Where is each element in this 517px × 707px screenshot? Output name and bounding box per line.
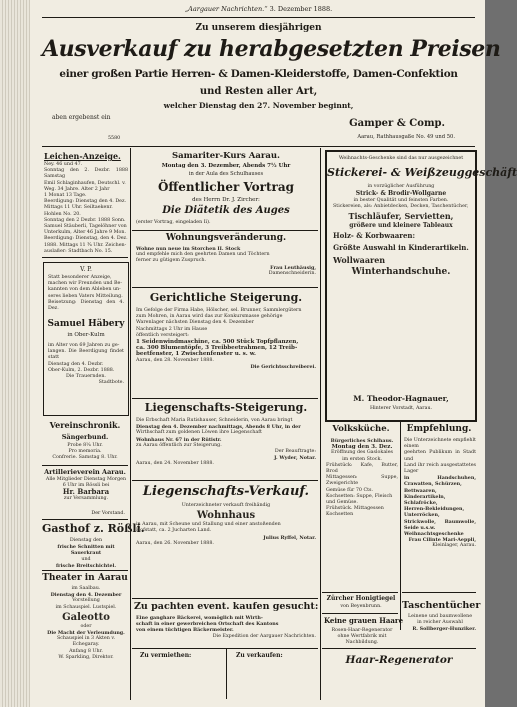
samariter-title: Samariter-Kurs Aarau. bbox=[171, 151, 281, 161]
column-divider-1 bbox=[130, 148, 131, 700]
column-divider-2 bbox=[320, 148, 321, 700]
vp-line: Statt besonderer Anzeige, bbox=[48, 275, 112, 280]
col2-rule bbox=[132, 598, 318, 599]
deceased-line: Ober-Kulm, 2. Dezbr. 1888. bbox=[48, 367, 115, 373]
verein-line: Confrerie. Samstag 8. Uhr. bbox=[52, 455, 118, 461]
vp-line: machen wir Freunden und Be- bbox=[48, 281, 123, 287]
liegenschaft-line: zu Aarau öffentlich zur Steigerung. bbox=[136, 442, 222, 448]
empfehlung-line: Weihnachtsgeschenke bbox=[404, 531, 464, 538]
liegenschaft-line: J. Wyder, Notar. bbox=[274, 455, 316, 462]
theodor-address: Hinterer Vorstadt, Aarau. bbox=[369, 406, 433, 411]
artillerie-signature: Der Vorstand. bbox=[91, 511, 125, 516]
gasthof-title: Gasthof z. Rößli. bbox=[42, 522, 145, 535]
pachten-line: schaft in einer gewerbreichen Ortschaft des Kantons bbox=[136, 621, 279, 628]
steigerung-line: zum Mohren, in Aarau wird das zur Konkursmasse gehörige bbox=[136, 314, 283, 320]
honig-title: Zürcher Honigtiegel bbox=[326, 595, 396, 602]
theater-title: Theater in Aarau bbox=[42, 573, 128, 583]
death-notice-box bbox=[43, 262, 129, 416]
verein-line: Probe 8¼ Uhr. bbox=[67, 443, 103, 448]
stickerei-line: Wollwaaren bbox=[333, 254, 386, 265]
col3-rule bbox=[322, 613, 398, 614]
col2-rule bbox=[132, 230, 318, 231]
leichen-title: Leichen-Anzeige. bbox=[44, 151, 121, 161]
header-title bbox=[42, 5, 475, 13]
liegenschaft-line: Der Beauftragte: bbox=[274, 449, 316, 455]
leichen-line: Hohlen No. 20. bbox=[44, 211, 81, 217]
gasthof-line: und bbox=[81, 556, 91, 562]
volk-line: Gemüse für 70 Cts. bbox=[326, 487, 374, 493]
theater-line: Vorstellung bbox=[72, 598, 100, 604]
liegenschaft-text bbox=[136, 418, 316, 476]
empfehlung-line: Herren-Bekleidungen, Unterröcken, bbox=[404, 506, 465, 519]
main-ad-headline: Ausverkauf zu herabgesetzten Preisen bbox=[42, 36, 501, 62]
stickerei-intro-line: Weihnachts-Geschenke sind das nur ausgezeichnet bbox=[338, 156, 464, 161]
deceased-line: Die Trauernden. bbox=[66, 374, 106, 380]
volk-line: Bürgerliches Schlhaus. bbox=[330, 438, 394, 444]
main-ad-invitation: aben ergebenst ein bbox=[52, 114, 111, 121]
volk-line: Kochsetten bbox=[326, 512, 354, 518]
verkauf-house: Wohnhaus bbox=[196, 510, 256, 522]
artillerie-text bbox=[44, 477, 128, 509]
stickerei-line: Größte Auswahl in Kinderartikeln. bbox=[333, 242, 469, 252]
vp-title: V. P. bbox=[80, 266, 92, 273]
deceased-line: im Alter von 69 Jahren zu ge- bbox=[48, 343, 120, 348]
col1-rule bbox=[42, 519, 128, 520]
empfehlung-title: Empfehlung. bbox=[406, 424, 472, 434]
steigerung-text bbox=[136, 308, 316, 392]
deceased-line: Dienstag den 4. Dezbr. bbox=[48, 361, 104, 367]
deceased-name: Samuel Häbery bbox=[47, 319, 125, 329]
liegenschaft-line: Dienstag den 4. Dezember nachmittags, Abends 8 Uhr, in der bbox=[136, 424, 301, 431]
leichen-line: Sonntag den 2. Dezbr. 1888 Samstag bbox=[44, 168, 128, 180]
pachten-line: von einem tüchtigen Bäckermeister. bbox=[136, 627, 234, 634]
vortrag-speaker: des Herrn Dr. J. Zircher: bbox=[192, 197, 260, 203]
samariter-place: in der Aula des Schulhauses bbox=[188, 171, 264, 177]
volk-line: Eröffnung des Gaslokales bbox=[330, 450, 394, 456]
liegenschaft-line: Die Erbschaft Maria Rutishauser, Schneiderin, von Aarau bringt bbox=[136, 418, 293, 423]
theater-line: Anfang 8 Uhr. bbox=[69, 648, 103, 654]
steigerung-line: Die Gerichtsschreiberei. bbox=[250, 363, 316, 370]
verein-line: Pro memoria. bbox=[68, 449, 102, 455]
vortrag-title: Öffentlicher Vortrag bbox=[157, 180, 295, 194]
verkauf-line: Julius Ryffel, Notar. bbox=[263, 534, 316, 541]
page-stack-edge bbox=[0, 0, 30, 707]
steigerung-line: 1 Seidenwindmaschine, ca. 500 Stück Topfpflanzen, bbox=[136, 339, 299, 346]
vp-line: seres lieben Vaters Mitteilung. bbox=[48, 293, 123, 299]
verein-title: Vereinschronik. bbox=[49, 420, 121, 430]
taschentuch-line: Leinene und baumwollene bbox=[407, 614, 473, 619]
leichen-text bbox=[44, 162, 128, 254]
stickerei-intro bbox=[333, 156, 469, 164]
leichen-line: 1888. Mittags 11 ¾ Uhr. Zeichen- bbox=[44, 242, 127, 248]
stickerei-line: Strick- & Brodir-Wollgarne bbox=[355, 190, 447, 198]
gasthof-line: frische Breitschichtel. bbox=[55, 562, 116, 569]
col1-rule bbox=[42, 570, 128, 571]
page-header bbox=[42, 3, 475, 16]
samariter-date: Montag den 3. Dezember, Abends 7½ Uhr bbox=[161, 163, 291, 169]
deceased-text bbox=[48, 343, 124, 411]
liegenschaft-line: Wohnhaus Nr. 67 in der Rütistr. bbox=[136, 436, 222, 443]
verein-text bbox=[42, 443, 128, 463]
theodor-name: M. Theodor-Hagnauer, bbox=[353, 394, 449, 403]
main-ad-bottom-rule bbox=[42, 146, 475, 147]
stickerei-box bbox=[325, 150, 517, 422]
empfehlung-line: Frau Cilinte Mari-Aeppli, bbox=[408, 537, 476, 544]
verkauf-line: Unterzeichneter verkauft freihändig bbox=[181, 503, 271, 508]
volk-line: im ersten Stock. bbox=[342, 456, 382, 462]
pachten-text bbox=[136, 615, 316, 645]
wohnung-title: Wohnungsveränderung. bbox=[165, 233, 287, 243]
col2-rule bbox=[132, 648, 318, 649]
krone-line: Rosen-Haar-Regenerator bbox=[331, 628, 393, 633]
artillerie-title: Artillerieverein Aarau. bbox=[44, 468, 126, 476]
leichen-line: Weg. 34 Jahre. Alter 2 Jahr bbox=[44, 186, 110, 192]
taschentuch-text bbox=[404, 614, 476, 644]
theater-text bbox=[44, 586, 128, 698]
gasthof-line: frische Schnitten mit Sauerkraut bbox=[57, 544, 115, 557]
main-ad-signature: Gamper & Comp. bbox=[349, 118, 445, 129]
leichen-line: Beerdigung: Dienstag den 4. Dez. bbox=[44, 199, 127, 205]
krone-title: Keine grauen Haare bbox=[324, 616, 404, 625]
main-ad-line4: und Resten aller Art, bbox=[199, 86, 318, 97]
empfehlung-line: Kleinlager, Aarau. bbox=[432, 543, 476, 549]
stickerei-line: in bester Qualität und feinsten Farben. bbox=[353, 198, 449, 204]
volk-line: Montag den 3. Dez. bbox=[331, 444, 393, 451]
leichen-line: Mittags 11 Uhr. Seiltaekenr. bbox=[44, 205, 113, 211]
steigerung-title: Gerichtliche Steigerung. bbox=[149, 291, 303, 304]
verkauf-line: Hofstatt, ca. 2 Jucharten Land. bbox=[136, 528, 212, 534]
header-date: 3. Dezember 1888. bbox=[269, 5, 333, 13]
deceased-line: langen. Die Beerdigung findet statt bbox=[48, 349, 124, 361]
empfehlung-line: Die Unterzeichnete empfiehlt einem bbox=[404, 438, 476, 450]
vp-line: Beisetzung: Dienstag den 4. Dez. bbox=[48, 299, 124, 312]
leichen-line: 1 Monat 13 Tage. bbox=[44, 193, 87, 199]
col3-split bbox=[400, 422, 401, 630]
newspaper-page bbox=[30, 0, 517, 707]
theater-line: W. Sparkling, Direktor. bbox=[58, 654, 114, 660]
volk-line: Mittagessen: Suppe, Zweigerichte bbox=[326, 475, 398, 487]
steigerung-line: Aarau, den 28. November 1888. bbox=[136, 357, 214, 363]
empfehlung-line: Bettwaaren, Kinderartikeln, Schlafröcke, bbox=[404, 487, 446, 507]
verkauf-text bbox=[136, 503, 316, 571]
leichen-line: Samuel Stäuberli, Tagelöhner von bbox=[44, 224, 127, 230]
main-ad-location: Aarau, Rathhausgaße No. 49 und 50. bbox=[357, 134, 455, 140]
steigerung-line: öffentlich versteigert: bbox=[136, 332, 189, 338]
col2-rule bbox=[132, 287, 318, 288]
volk-text bbox=[326, 438, 398, 588]
verkauf-line: in Aarau, mit Scheune und Stallung und einer anstoßenden bbox=[136, 522, 281, 528]
volk-line: Frühstück. Mittagessen bbox=[326, 506, 384, 512]
theater-line: im Schauspiel. Lustspiel. bbox=[55, 604, 117, 610]
col1-rule bbox=[42, 465, 128, 466]
artillerie-line: 6 Uhr im Rössli bei bbox=[62, 483, 110, 489]
verkaufen-title: Zu verkaufen: bbox=[236, 652, 283, 659]
header-masthead: „Aargauer Nachrichten.“ bbox=[184, 5, 268, 13]
empfehlung-line: geehrten Publikum in Stadt und bbox=[404, 450, 476, 462]
steigerung-line: Nachmittags 2 Uhr im Hause bbox=[136, 326, 208, 332]
col3-rule bbox=[402, 592, 476, 593]
volk-line: Frühstück: Kafe, Butter, Brod bbox=[326, 462, 398, 475]
col3-rule bbox=[322, 648, 476, 649]
taschentuch-title: Taschentücher bbox=[402, 600, 481, 611]
taschentuch-line: R. Sollberger-Hunziker. bbox=[412, 626, 476, 633]
wohnung-line: ferner zu gütigem Zuspruch. bbox=[136, 258, 207, 264]
liegenschaft-line: Aarau, den 24. November 1888. bbox=[136, 461, 214, 467]
honig-sub: von Beyenbrunn. bbox=[340, 604, 382, 609]
main-ad-line5: welcher Dienstag den 27. November beginnt, bbox=[163, 101, 354, 110]
pachten-line: Die Expedition der Aargauer Nachrichten. bbox=[212, 633, 316, 639]
col3-rule bbox=[322, 592, 398, 593]
steigerung-line: ca. 300 Blumentöpfe, 3 Treibbeetrahmen, 12 Treib- bbox=[136, 345, 298, 352]
empfehlung-line: Strickwolle, Baumwolle, Seide u.s.w. bbox=[404, 518, 476, 531]
stickerei-line: größere und kleinere Tableaux bbox=[349, 221, 453, 229]
stickerei-line: Stickereien, als: Anbietdecken, Decken, Taschentücher, bbox=[333, 204, 469, 210]
leichen-line: Ney. 46 und 47. bbox=[44, 162, 83, 167]
empfehlung-line: Land ihr reich ausgestattetes Lager bbox=[404, 462, 476, 475]
leichen-line: auslaßer: Stadtbach No. 15. bbox=[44, 248, 113, 254]
liegenschaft-title: Liegenschafts-Steigerung. bbox=[144, 401, 308, 414]
artillerie-line: Hr. Barbara bbox=[62, 487, 110, 497]
artillerie-line: zur Versammlung. bbox=[63, 495, 109, 501]
col2-rule bbox=[132, 398, 318, 399]
vortrag-topic: Die Diätetik des Auges bbox=[162, 205, 290, 216]
wohnung-line: und empfehle mich den geehrten Damen und Töchtern bbox=[136, 252, 270, 258]
theater-line: Dienstag den 4. Dezember bbox=[50, 592, 122, 599]
verkauf-line: Aarau, den 26. November 1888. bbox=[136, 540, 214, 546]
samariter-note: (erster Vortrag, eingeladen Ii). bbox=[136, 220, 211, 225]
leichen-line: Beerdigung: Dienstag, den 4. Dez. bbox=[44, 236, 128, 242]
krone-text bbox=[326, 628, 398, 644]
krone-line: ohne Wertfabrik mit Nachbildung. bbox=[337, 634, 387, 646]
theater-line: Schauspiel in 3 Akten v. Echegaray. bbox=[56, 636, 116, 648]
theater-play-title: Galeotto bbox=[62, 611, 110, 623]
artillerie-line: Alle Mitglieder Dienstag Morgen bbox=[45, 477, 127, 482]
stickerei-line: Holz- & Korbwaaren: bbox=[333, 230, 416, 240]
vermiethen-title: Zu vermiethen: bbox=[140, 652, 192, 659]
vp-text bbox=[48, 275, 124, 315]
deceased-line: Stadtbote. bbox=[98, 380, 124, 386]
main-ad-line1: Zu unserem diesjährigen bbox=[195, 23, 322, 33]
volk-title: Volksküche. bbox=[332, 424, 390, 434]
gasthof-text bbox=[44, 538, 128, 568]
leichen-line: Unterkulm, Alter 46 Jahre 9 Mon. bbox=[44, 230, 127, 236]
main-ad-code: 5580 bbox=[108, 136, 121, 141]
taschentuch-line: in reicher Auswahl bbox=[417, 620, 463, 626]
theater-line: oder bbox=[80, 623, 92, 629]
theater-line: Die Macht der Verleumdung. bbox=[47, 630, 125, 637]
regenerator-filler bbox=[326, 672, 474, 698]
wohnung-line: Frau Leuthäusig, bbox=[270, 264, 316, 271]
volk-line: und Gemüse. bbox=[326, 500, 358, 506]
wohnung-text bbox=[136, 246, 316, 284]
leichen-line: Emil Schlaginhaufen, Deutschl. v. bbox=[44, 180, 126, 186]
liegenschaft-line: Wirthschaft zum goldenen Löwen ihre Liegenschaft bbox=[136, 430, 262, 436]
col1-rule bbox=[42, 257, 128, 258]
steigerung-line: beetfenster, 1 Zwischenfenster u. s. w. bbox=[136, 351, 256, 358]
pachten-line: Eine ganghare Bäckerei, womöglich mit Wirth- bbox=[136, 615, 263, 621]
leichen-line: Sonntag den 2 Dezbr. 1888 Sonn. bbox=[44, 217, 126, 223]
stickerei-line: Winterhandschuhe. bbox=[351, 266, 451, 277]
empfehlung-text bbox=[404, 438, 476, 588]
gasthof-line: Dienstag den bbox=[69, 538, 103, 543]
verkauf-title: Liegenschafts-Verkauf. bbox=[142, 484, 310, 499]
pachten-title: Zu pachten event. kaufen gesucht: bbox=[134, 601, 319, 612]
vermiethen-filler bbox=[136, 662, 222, 696]
col2-split bbox=[226, 649, 227, 699]
steigerung-line: Warenlager nächsten Dienstag den 4. Dezember bbox=[136, 320, 254, 326]
wohnung-line: Damenschneiderin. bbox=[268, 270, 316, 276]
vp-line: kannten von dem Ableben un- bbox=[48, 287, 121, 293]
wohnung-line: Wohne nun neue im Storchen II. Stock bbox=[136, 246, 241, 252]
main-ad-line3: einer großen Partie Herren- & Damen-Kleiderstoffe, Damen-Confektion bbox=[59, 68, 458, 80]
verein-sub: Sängerbund. bbox=[61, 433, 109, 441]
stickerei-line: in vorzüglicher Ausführung bbox=[367, 184, 435, 189]
steigerung-line: Im Gefolge der Firma Habe, Hölscher, sel. Brunner, Sammlergütern bbox=[136, 308, 302, 313]
stickerei-title: Stickerei- & Weißzeuggeschäft bbox=[327, 166, 517, 179]
theater-line: im Saalbau. bbox=[71, 586, 101, 591]
regenerator-title: Haar-Regenerator bbox=[345, 654, 453, 666]
deceased-place: in Ober-Kulm bbox=[67, 332, 105, 338]
empfehlung-line: in Handschuhen, Crawatten, Schürzen, bbox=[404, 475, 476, 488]
stickerei-text bbox=[333, 184, 469, 384]
col2-rule bbox=[132, 480, 318, 481]
volk-line: Kochsetten: Suppe, Fleisch bbox=[326, 493, 393, 499]
stickerei-line: Tischläufer, Servietten, bbox=[348, 210, 454, 221]
header-rule bbox=[42, 17, 475, 18]
